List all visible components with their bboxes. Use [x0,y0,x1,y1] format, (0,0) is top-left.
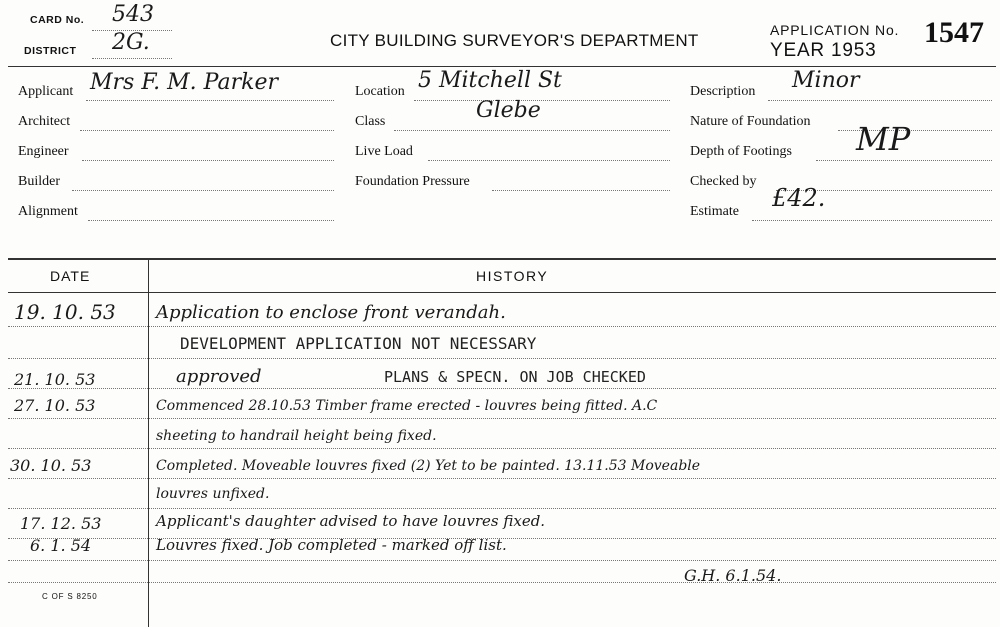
row-line [8,326,996,327]
row-line [8,358,996,359]
row-line [8,582,996,583]
depth-value: MP [856,120,911,158]
date-header: DATE [50,268,91,284]
row-date: 19. 10. 53 [14,300,116,324]
table-column-divider [148,258,149,627]
builder-label: Builder [18,174,60,189]
row-date: 30. 10. 53 [10,456,92,475]
row-date: 6. 1. 54 [30,536,92,555]
applicant-label: Applicant [18,84,74,99]
description-value: Minor [792,68,860,93]
location-value: 5 Mitchell St [418,68,562,93]
checked-by-label: Checked by [690,174,757,189]
row-history-stamp: PLANS & SPECN. ON JOB CHECKED [384,368,646,386]
row-line [8,508,996,509]
row-history-stamp: DEVELOPMENT APPLICATION NOT NECESSARY [180,334,537,353]
form-code: C OF S 8250 [42,592,98,601]
estimate-value: £42. [772,184,826,212]
row-history: Completed. Moveable louvres fixed (2) Yet to be painted. 13.11.53 Moveable [156,458,701,474]
district-label: DISTRICT [24,45,77,57]
signature: G.H. 6.1.54. [684,566,782,585]
row-line [8,478,996,479]
table-top-rule [8,258,996,260]
estimate-label: Estimate [690,204,739,219]
card-no-label: CARD No. [30,14,85,26]
class-label: Class [355,114,386,129]
live-load-line [428,160,670,161]
depth-of-footings-label: Depth of Footings [690,144,792,159]
row-history: Applicant's daughter advised to have louvres fixed. [156,512,546,530]
class-value: Glebe [476,98,541,123]
history-header: HISTORY [476,268,549,284]
year-label: YEAR 1953 [770,40,877,61]
engineer-label: Engineer [18,144,69,159]
builder-line [72,190,334,191]
foundation-pressure-line [492,190,670,191]
row-line [8,448,996,449]
header-rule [8,66,996,67]
location-label: Location [355,84,405,99]
application-number: 1547 [924,16,984,49]
architect-line [80,130,334,131]
alignment-line [88,220,334,221]
nature-of-foundation-label: Nature of Foundation [690,114,811,129]
engineer-line [82,160,334,161]
application-label: APPLICATION No. [770,22,900,38]
depth-line [816,160,992,161]
live-load-label: Live Load [355,144,413,159]
estimate-line [752,220,992,221]
applicant-line [86,100,334,101]
table-header-rule [8,292,996,293]
location-line [414,100,670,101]
applicant-value: Mrs F. M. Parker [90,70,278,95]
row-date: 17. 12. 53 [20,514,102,533]
foundation-pressure-label: Foundation Pressure [355,174,470,189]
row-date: 27. 10. 53 [14,396,96,415]
description-line [768,100,992,101]
alignment-label: Alignment [18,204,78,219]
row-history: sheeting to handrail height being fixed. [156,428,437,444]
description-label: Description [690,84,756,99]
class-line [394,130,670,131]
row-line [8,388,996,389]
district-line [92,58,172,59]
row-line [8,418,996,419]
row-date: 21. 10. 53 [14,370,96,389]
row-line [8,560,996,561]
row-history: Commenced 28.10.53 Timber frame erected - louvres being fitted. A.C [156,398,658,414]
card-no-value: 543 [112,2,154,27]
architect-label: Architect [18,114,71,129]
row-history: Application to enclose front verandah. [156,302,506,323]
row-history: Louvres fixed. Job completed - marked off list. [156,536,507,554]
department-title: CITY BUILDING SURVEYOR'S DEPARTMENT [330,31,699,50]
district-value: 2G. [112,30,150,55]
row-history: approved [176,366,262,387]
row-history: louvres unfixed. [156,486,270,502]
